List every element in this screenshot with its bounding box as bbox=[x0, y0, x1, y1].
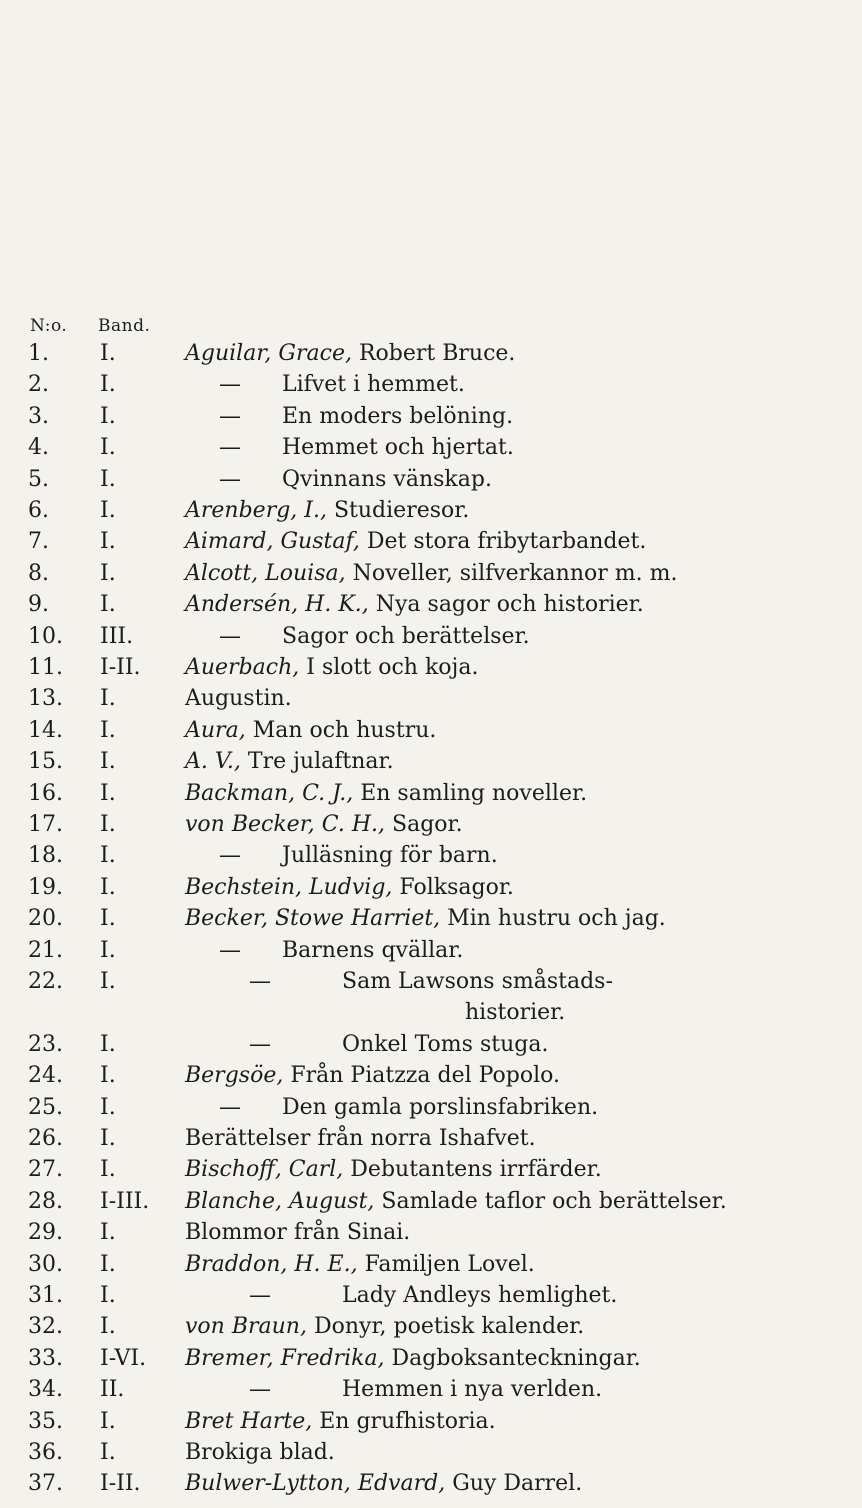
ditto-dash: — bbox=[249, 969, 271, 994]
entry-number: 22. bbox=[28, 969, 63, 994]
entry-text bbox=[185, 527, 842, 557]
entry-text bbox=[185, 339, 842, 369]
catalog-entry bbox=[0, 1281, 862, 1311]
entry-number: 21. bbox=[28, 937, 63, 963]
catalog-entry bbox=[0, 527, 862, 557]
ditto-dash: — bbox=[219, 435, 241, 461]
entry-title: Julläsning för barn. bbox=[282, 843, 498, 869]
entry-title: En samling noveller. bbox=[360, 780, 588, 806]
entry-number: 11. bbox=[28, 655, 63, 680]
entry-number: 32. bbox=[28, 1314, 63, 1340]
entry-title: Folksagor. bbox=[399, 874, 514, 900]
entry-text bbox=[185, 841, 842, 871]
catalog-entry bbox=[0, 433, 862, 463]
entry-volume: I. bbox=[100, 1031, 116, 1057]
entry-volume: I. bbox=[100, 560, 116, 586]
entry-title: Sagor. bbox=[392, 812, 463, 837]
entry-text bbox=[185, 402, 842, 432]
entry-volume: I-III. bbox=[100, 1188, 150, 1214]
entry-text bbox=[185, 622, 842, 652]
entry-number: 26. bbox=[28, 1126, 63, 1151]
catalog-entry bbox=[0, 653, 862, 683]
entry-number: 14. bbox=[28, 717, 63, 743]
entry-author: Bergsöe, bbox=[185, 1063, 284, 1089]
entry-text bbox=[185, 1250, 842, 1280]
entry-title: Tre julaftnar. bbox=[247, 749, 394, 775]
entry-volume: I. bbox=[100, 498, 116, 523]
entry-number: 36. bbox=[28, 1440, 63, 1465]
entry-author: von Becker, C. H., bbox=[185, 812, 385, 837]
entry-number: 3. bbox=[28, 403, 49, 429]
catalog-entry bbox=[0, 1469, 862, 1499]
catalog-entry bbox=[0, 747, 862, 777]
entry-volume: I. bbox=[100, 780, 116, 806]
entry-title: Samlade taflor och berättelser. bbox=[381, 1188, 727, 1214]
entry-title: Hemmet och hjertat. bbox=[282, 435, 514, 461]
entry-author: Bechstein, Ludvig, bbox=[185, 874, 393, 900]
entry-number: 2. bbox=[28, 372, 49, 398]
entry-volume: I. bbox=[100, 717, 116, 743]
entry-number: 15. bbox=[28, 749, 63, 775]
entry-number: 31. bbox=[28, 1283, 63, 1308]
entry-number: 17. bbox=[28, 812, 63, 837]
catalog-entry bbox=[0, 1250, 862, 1280]
catalog-entry bbox=[0, 1312, 862, 1342]
entry-author: Bremer, Fredrika, bbox=[185, 1345, 385, 1371]
catalog-entry bbox=[0, 1124, 862, 1154]
entry-volume: II. bbox=[100, 1377, 125, 1403]
entry-number: 20. bbox=[28, 906, 63, 932]
entry-author: Becker, Stowe Harriet, bbox=[185, 906, 441, 932]
entry-text bbox=[185, 1218, 842, 1248]
entry-text bbox=[185, 684, 842, 714]
entry-text bbox=[185, 967, 842, 997]
entry-number: 13. bbox=[28, 686, 63, 712]
entry-text bbox=[185, 1375, 842, 1405]
entry-title: Barnens qvällar. bbox=[282, 937, 464, 963]
catalog-entry bbox=[0, 1030, 862, 1060]
entry-text bbox=[185, 779, 842, 809]
ditto-dash: — bbox=[219, 372, 241, 398]
entry-text bbox=[185, 1469, 842, 1499]
entry-title: En grufhistoria. bbox=[319, 1408, 496, 1434]
entry-text bbox=[185, 370, 842, 400]
catalog-entry bbox=[0, 1375, 862, 1405]
entry-text bbox=[185, 433, 842, 463]
entry-title: Brokiga blad. bbox=[185, 1440, 335, 1465]
entry-title: Augustin. bbox=[185, 686, 292, 712]
catalog-entry bbox=[0, 716, 862, 746]
entry-author: Bret Harte, bbox=[185, 1408, 313, 1434]
entry-volume: I. bbox=[100, 1126, 116, 1151]
entry-author: Bischoff, Carl, bbox=[185, 1157, 344, 1183]
entry-title: Robert Bruce. bbox=[358, 341, 516, 366]
entry-author: von Braun, bbox=[185, 1314, 307, 1340]
entry-author: Arenberg, I., bbox=[185, 498, 327, 523]
entry-title: Berättelser från norra Ishafvet. bbox=[185, 1126, 536, 1151]
entry-title: Dagboksanteckningar. bbox=[391, 1345, 641, 1371]
entry-number: 34. bbox=[28, 1377, 63, 1403]
entry-text bbox=[185, 1438, 842, 1468]
entry-volume: I. bbox=[100, 812, 116, 837]
entry-volume: I. bbox=[100, 1440, 116, 1465]
entry-volume: I. bbox=[100, 1251, 116, 1277]
entry-volume: I. bbox=[100, 529, 116, 555]
header-number: N:o. bbox=[30, 316, 68, 336]
entry-number: 7. bbox=[28, 529, 49, 555]
entry-number: 29. bbox=[28, 1220, 63, 1246]
entry-text bbox=[185, 936, 842, 966]
catalog-entry bbox=[0, 998, 862, 1028]
entry-volume: I. bbox=[100, 341, 116, 366]
entry-number: 10. bbox=[28, 623, 63, 649]
entry-text bbox=[185, 653, 842, 683]
entry-text bbox=[185, 716, 842, 746]
catalog-entry bbox=[0, 1061, 862, 1091]
entry-title: Qvinnans vänskap. bbox=[282, 466, 492, 492]
entry-volume: III. bbox=[100, 623, 134, 649]
entry-number: 23. bbox=[28, 1031, 63, 1057]
catalog-entry bbox=[0, 370, 862, 400]
entry-volume: I-II. bbox=[100, 1471, 141, 1497]
catalog-entry bbox=[0, 967, 862, 997]
entry-number: 1. bbox=[28, 341, 49, 366]
catalog-entry bbox=[0, 559, 862, 589]
ditto-dash: — bbox=[219, 403, 241, 429]
entry-title: Onkel Toms stuga. bbox=[342, 1031, 549, 1057]
entry-volume: I. bbox=[100, 906, 116, 932]
entry-volume: I. bbox=[100, 592, 116, 618]
catalog-entry bbox=[0, 465, 862, 495]
catalog-entry bbox=[0, 1093, 862, 1123]
entry-text bbox=[185, 1281, 842, 1311]
entry-author: Alcott, Louisa, bbox=[185, 560, 346, 586]
entry-title: Lady Andleys hemlighet. bbox=[342, 1283, 618, 1308]
ditto-dash: — bbox=[219, 843, 241, 869]
entry-volume: I. bbox=[100, 1063, 116, 1089]
entry-title: I slott och koja. bbox=[306, 655, 479, 680]
entry-title: Det stora fribytarbandet. bbox=[366, 529, 647, 555]
entry-title: Den gamla porslinsfabriken. bbox=[282, 1094, 599, 1120]
entry-volume: I. bbox=[100, 466, 116, 492]
entry-title: Blommor från Sinai. bbox=[185, 1220, 411, 1246]
catalog-entry bbox=[0, 402, 862, 432]
catalog-entry bbox=[0, 1438, 862, 1468]
entry-number: 19. bbox=[28, 874, 63, 900]
ditto-dash: — bbox=[249, 1031, 271, 1057]
entry-number: 16. bbox=[28, 780, 63, 806]
entry-title: Sam Lawsons småstads- bbox=[342, 969, 613, 994]
entry-volume: I. bbox=[100, 1314, 116, 1340]
entry-number: 27. bbox=[28, 1157, 63, 1183]
entry-title: Från Piatzza del Popolo. bbox=[290, 1063, 560, 1089]
entry-number: 30. bbox=[28, 1251, 63, 1277]
entry-volume: I. bbox=[100, 1408, 116, 1434]
entry-title: historier. bbox=[465, 1000, 566, 1026]
catalog-entry bbox=[0, 904, 862, 934]
entry-number: 8. bbox=[28, 560, 49, 586]
entry-text bbox=[185, 1030, 842, 1060]
entry-volume: I. bbox=[100, 403, 116, 429]
catalog-entry bbox=[0, 873, 862, 903]
header-volume: Band. bbox=[98, 316, 151, 336]
entry-text bbox=[185, 1312, 842, 1342]
catalog-entry bbox=[0, 339, 862, 369]
catalog-entry bbox=[0, 1344, 862, 1374]
entry-text bbox=[185, 1407, 842, 1437]
entry-author: Andersén, H. K., bbox=[185, 592, 369, 618]
entry-title: Sagor och berättelser. bbox=[282, 623, 530, 649]
ditto-dash: — bbox=[219, 937, 241, 963]
entry-volume: I. bbox=[100, 843, 116, 869]
entry-text bbox=[185, 590, 842, 620]
entry-number: 9. bbox=[28, 592, 49, 618]
ditto-dash: — bbox=[219, 623, 241, 649]
entry-title: En moders belöning. bbox=[282, 403, 514, 429]
entry-text bbox=[185, 998, 842, 1028]
catalog-entry bbox=[0, 936, 862, 966]
ditto-dash: — bbox=[219, 466, 241, 492]
entry-volume: I. bbox=[100, 1157, 116, 1183]
entry-author: Bulwer-Lytton, Edvard, bbox=[185, 1471, 446, 1497]
entry-title: Donyr, poetisk kalender. bbox=[313, 1314, 585, 1340]
entry-volume: I. bbox=[100, 1283, 116, 1308]
ditto-dash: — bbox=[219, 1094, 241, 1120]
entry-title: Hemmen i nya verlden. bbox=[342, 1377, 603, 1403]
entry-title: Man och hustru. bbox=[252, 717, 437, 743]
entry-title: Lifvet i hemmet. bbox=[282, 372, 465, 398]
entry-volume: I. bbox=[100, 874, 116, 900]
entry-number: 28. bbox=[28, 1188, 63, 1214]
entry-title: Familjen Lovel. bbox=[364, 1251, 535, 1277]
entry-title: Debutantens irrfärder. bbox=[350, 1157, 602, 1183]
catalog-entry bbox=[0, 1155, 862, 1185]
catalog-entry bbox=[0, 1218, 862, 1248]
catalog-entry bbox=[0, 779, 862, 809]
catalog-entry bbox=[0, 841, 862, 871]
entry-author: Aguilar, Grace, bbox=[185, 341, 352, 366]
catalog-entry bbox=[0, 590, 862, 620]
entry-number: 24. bbox=[28, 1063, 63, 1089]
entry-text bbox=[185, 496, 842, 526]
entry-author: Auerbach, bbox=[185, 655, 300, 680]
entry-text bbox=[185, 810, 842, 840]
entry-number: 6. bbox=[28, 498, 49, 523]
entry-volume: I-VI. bbox=[100, 1345, 147, 1371]
entry-text bbox=[185, 747, 842, 777]
catalog-entry bbox=[0, 1187, 862, 1217]
entry-volume: I. bbox=[100, 749, 116, 775]
entry-number: 33. bbox=[28, 1345, 63, 1371]
entry-title: Guy Darrel. bbox=[452, 1471, 583, 1497]
entry-text bbox=[185, 465, 842, 495]
entry-text bbox=[185, 873, 842, 903]
entry-number: 5. bbox=[28, 466, 49, 492]
entry-text bbox=[185, 1061, 842, 1091]
entry-author: A. V., bbox=[185, 749, 241, 775]
entry-author: Aimard, Gustaf, bbox=[185, 529, 360, 555]
catalog-entry bbox=[0, 1407, 862, 1437]
entry-text bbox=[185, 1124, 842, 1154]
entry-number: 25. bbox=[28, 1094, 63, 1120]
entry-text bbox=[185, 1344, 842, 1374]
entry-text bbox=[185, 1187, 842, 1217]
entry-volume: I. bbox=[100, 937, 116, 963]
entry-title: Noveller, silfverkannor m. m. bbox=[352, 560, 678, 586]
entry-text bbox=[185, 904, 842, 934]
catalog-entry bbox=[0, 622, 862, 652]
entry-author: Aura, bbox=[185, 717, 246, 743]
entry-volume: I. bbox=[100, 969, 116, 994]
entry-volume: I. bbox=[100, 1220, 116, 1246]
entry-volume: I. bbox=[100, 1094, 116, 1120]
entry-author: Blanche, August, bbox=[185, 1188, 375, 1214]
ditto-dash: — bbox=[249, 1283, 271, 1308]
entry-volume: I. bbox=[100, 435, 116, 461]
entry-author: Braddon, H. E., bbox=[185, 1251, 358, 1277]
catalog-entry bbox=[0, 684, 862, 714]
entry-number: 18. bbox=[28, 843, 63, 869]
ditto-dash: — bbox=[249, 1377, 271, 1403]
catalog-entry bbox=[0, 496, 862, 526]
catalog-entry bbox=[0, 810, 862, 840]
entry-title: Nya sagor och historier. bbox=[375, 592, 644, 618]
entry-author: Backman, C. J., bbox=[185, 780, 354, 806]
entry-text bbox=[185, 559, 842, 589]
entry-title: Studieresor. bbox=[333, 498, 470, 523]
entry-number: 35. bbox=[28, 1408, 63, 1434]
entry-title: Min hustru och jag. bbox=[447, 906, 666, 932]
entry-volume: I. bbox=[100, 372, 116, 398]
entry-text bbox=[185, 1093, 842, 1123]
entry-volume: I-II. bbox=[100, 655, 141, 680]
entry-text bbox=[185, 1155, 842, 1185]
entry-number: 4. bbox=[28, 435, 49, 461]
entry-number: 37. bbox=[28, 1471, 63, 1497]
entry-volume: I. bbox=[100, 686, 116, 712]
